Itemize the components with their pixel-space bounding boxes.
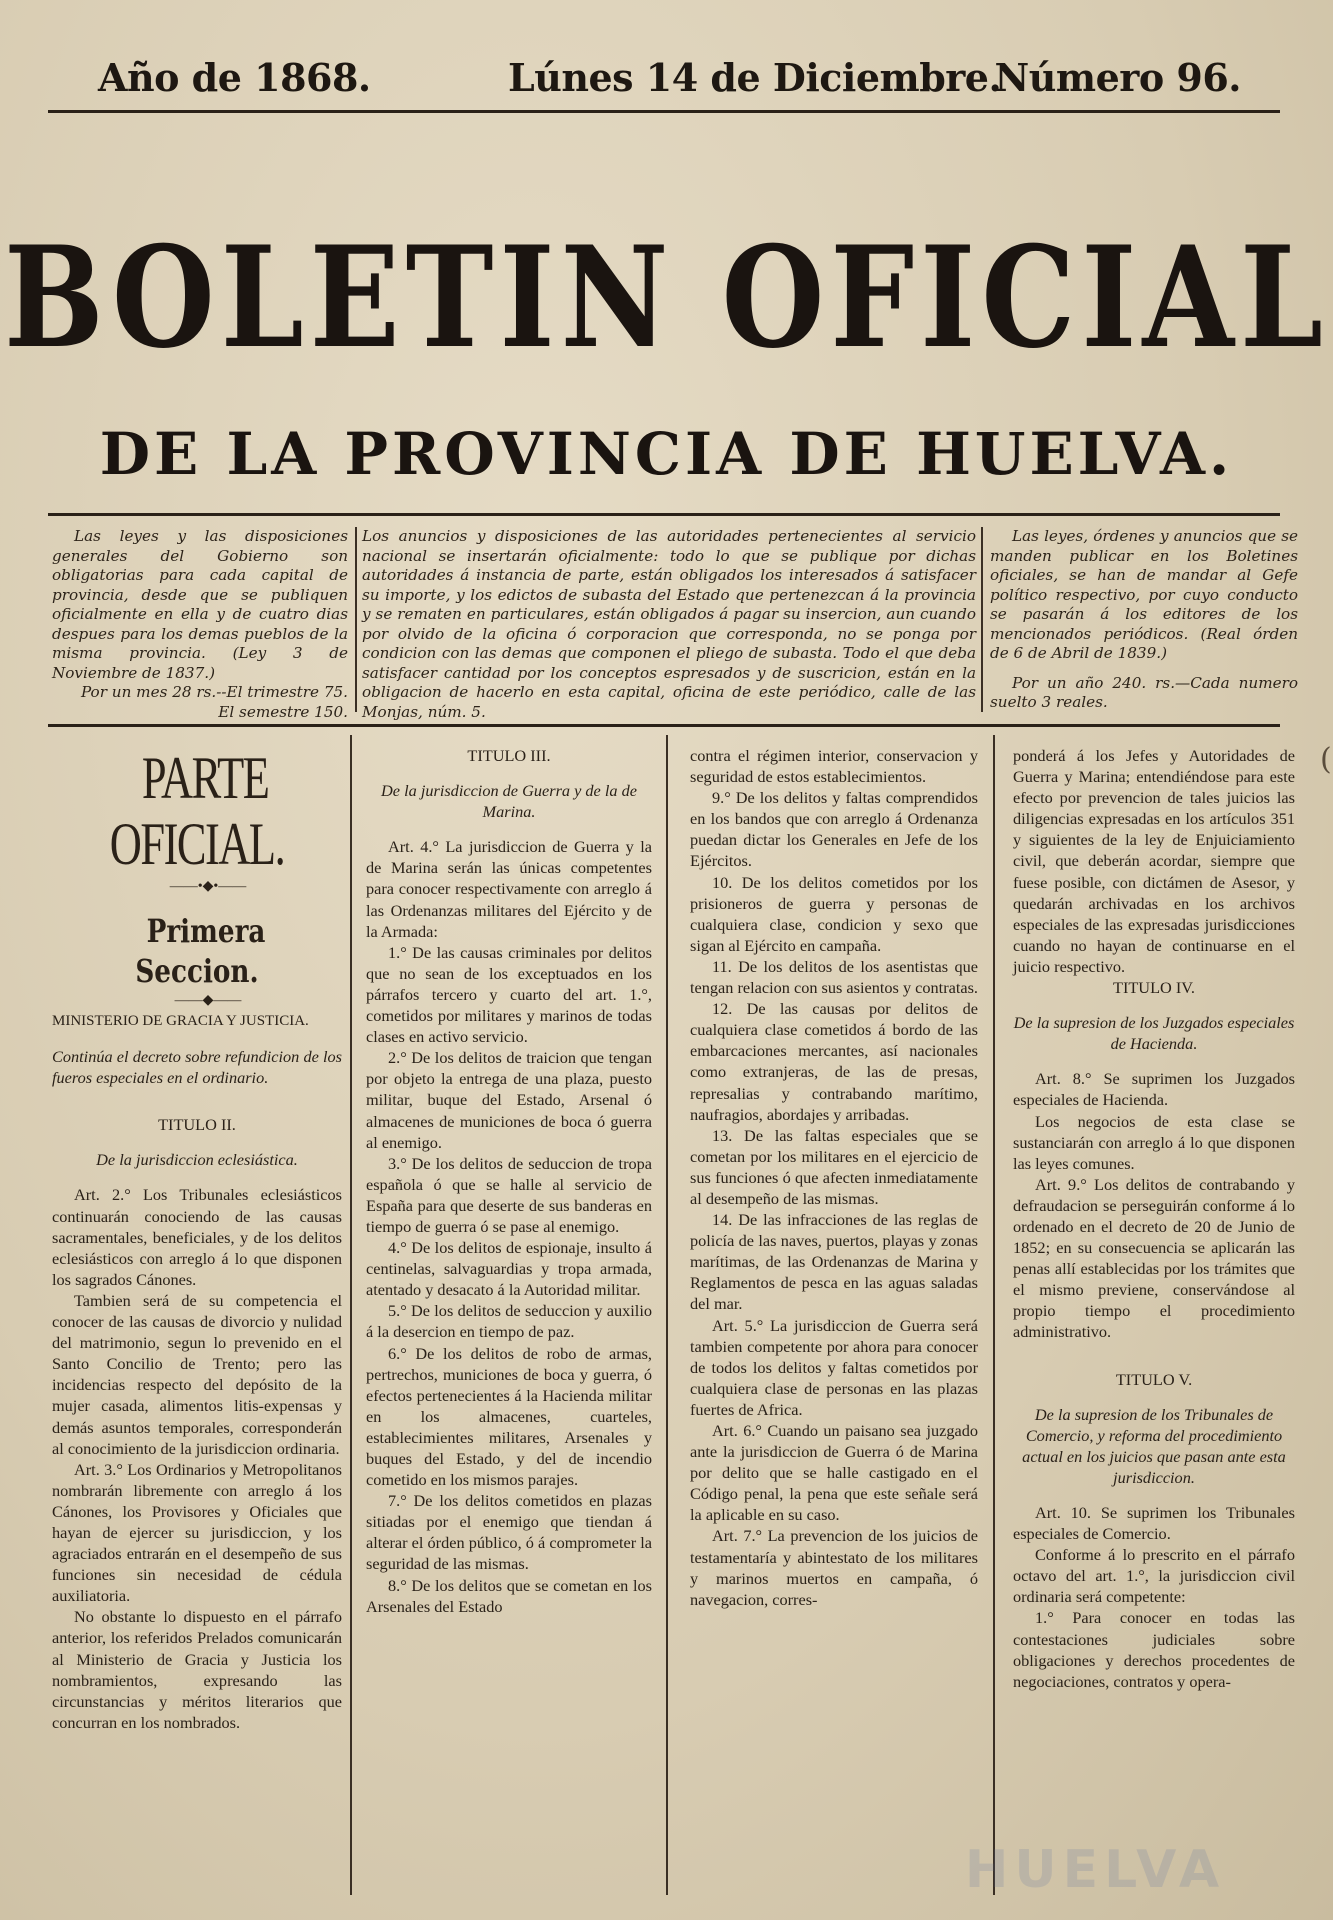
parte-oficial-heading: PARTE OFICIAL. — [109, 745, 285, 877]
paragraph: 6.° De los delitos de robo de armas, pertrechos, municiones de boca y guerra, ó efectos pertenecientes á la Hacienda militar en los almacenes, cuarteles, establecimientes militares, Arsenales y buques del Estado, y del de incendio cometido en los mismos parajes. — [366, 1343, 652, 1490]
paragraph: Art. 6.° Cuando un paisano sea juzgado ante la jurisdiccion de Guerra ó de Marina por delito que se halle castigado en el Código penal, la pena que este señale será la aplicable en su caso. — [690, 1421, 978, 1525]
notice-divider-1 — [355, 527, 357, 712]
paragraph: No obstante lo dispuesto en el párrafo anterior, los referidos Prelados comunicarán al Ministerio de Gracia y Justicia los nombramientos, expresando las circunstancias y méritos literarios que concurran en los nombrados. — [52, 1607, 342, 1732]
notice-left — [52, 527, 348, 722]
paragraph: 5.° De los delitos de seduccion y auxilio á la desercion en tiempo de paz. — [366, 1301, 652, 1342]
paragraph: 7.° De los delitos cometidos en plazas sitiadas por el enemigo que tiendan á alterar el órden público, ó á comprometer la seguridad de las mismas. — [366, 1491, 652, 1574]
column-divider-2 — [666, 735, 668, 1895]
body-top-rule — [48, 724, 1280, 727]
column-1 — [52, 745, 342, 1733]
margin-bracket-mark: ( — [1320, 742, 1332, 777]
paragraph: ponderá á los Jefes y Autoridades de Guerra y Marina; entendiéndose para este efecto por prevencion de tales juicios las diligencias expresadas en los artículos 351 y siguientes de la ley de Enjuiciamiento civil, que deberán acordar, siempre que fuese posible, con dictámen de Asesor, y quedarán archivadas en los archivos especiales de las expresadas jurisdicciones cuando no hayan de continuarse en el juicio respectivo. — [1013, 746, 1295, 976]
notice-top-rule — [48, 513, 1280, 516]
paragraph: Art. 5.° La jurisdiccion de Guerra será tambien competente por ahora para conocer de todos los delitos y faltas cometidos por cualquiera clase de personas en las plazas fuertes de Africa. — [690, 1315, 978, 1419]
archive-watermark: HUELVA — [964, 1840, 1226, 1900]
column-divider-1 — [350, 735, 352, 1895]
titulo-iv: TITULO IV. — [1113, 978, 1195, 998]
masthead-subtitle: DE LA PROVINCIA DE HUELVA. — [99, 420, 1234, 488]
titulo-v-subtitle: De la supresion de los Tribunales de Comercio, y reforma del procedimiento actual en los juicios que pasan ante esta jurisdiccion. — [1022, 1404, 1286, 1487]
paragraph: Tambien será de su competencia el conocer de las causas de divorcio y nulidad del matrimonio, segun lo prevenido en el Santo Concilio de Trento; pero las incidencias respecto del depósito de la mujer casada, alimentos litis-expensas y demás asuntos temporales, corresponderán al conocimiento de la jurisdiccion ordinaria. — [52, 1290, 342, 1458]
header-line — [50, 55, 1283, 105]
notice-right — [990, 527, 1298, 713]
paragraph: 11. De los delitos de los asentistas que tengan relacion con sus asientos y contratas. — [690, 956, 978, 998]
paragraph: 1.° Para conocer en todas las contestaciones judiciales sobre obligaciones y derechos procedentes de negociaciones, contratos y opera- — [1013, 1608, 1295, 1691]
paragraph: 3.° De los delitos de seduccion de tropa española ó que se halle al servicio de España para que deserte de sus banderas en tiempo de guerra ó se pase al enemigo. — [366, 1153, 652, 1236]
paragraph: 2.° De los delitos de traicion que tengan por objeto la entrega de una plaza, puesto militar, buque del Estado, Arsenal ó almacenes de municiones de boca ó guerra al enemigo. — [366, 1048, 652, 1152]
notice-right-text: Las leyes, órdenes y anuncios que se manden publicar en los Boletines oficiales, se han de mandar al Gefe político respectivo, por cuyo conducto se pasarán á los editores de los mencionados periódicos. (Real órden de 6 de Abril de 1839.) — [990, 527, 1298, 662]
titulo-ii: TITULO II. — [158, 1115, 236, 1135]
column-3 — [690, 745, 978, 1610]
ornament-2: ——◆—— — [174, 993, 242, 1008]
paragraph: 1.° De las causas criminales por delitos que no sean de los exceptuados en los párrafos tercero y cuarto del art. 1.°, cometidos por militares y marinos de todas clases en activo servicio. — [366, 942, 652, 1047]
paragraph: 12. De las causas por delitos de cualquiera clase cometidos á bordo de las embarcaciones mercantes, así nacionales como extranjeras, de las de presas, represalias y contrabando marítimo, naufragios, abordajes y arribadas. — [690, 999, 978, 1124]
paragraph: Art. 2.° Los Tribunales eclesiásticos continuarán conociendo de las causas sacramentales, beneficiales, y de los delitos eclesiásticos con arreglo á lo que disponen los sagrados Cánones. — [52, 1185, 342, 1289]
titulo-ii-subtitle: De la jurisdiccion eclesiástica. — [96, 1150, 298, 1170]
paragraph: Art. 7.° La prevencion de los juicios de testamentaría y abintestato de los militares y marinos muertos en campaña, ó navegacion, corres- — [690, 1526, 978, 1609]
paragraph: Art. 8.° Se suprimen los Juzgados especiales de Hacienda. — [1013, 1069, 1295, 1110]
paragraph: 14. De las infracciones de las reglas de policía de las naves, puertos, playas y zonas marítimas, de las Ordenanzas de Marina y Reglamentos de pesca en las aguas saladas del mar. — [690, 1210, 978, 1314]
notice-left-price: Por un mes 28 rs.--El trimestre 75. El semestre 150. — [80, 683, 348, 721]
paragraph: Art. 4.° La jurisdiccion de Guerra y la de Marina serán las únicas competentes para conocer respectivamente con arreglo á las Ordenanzas militares del Ejército y de la Armada: — [366, 837, 652, 941]
column-4 — [1013, 745, 1295, 1692]
paragraph: Conforme á lo prescrito en el párrafo octavo del art. 1.°, la jurisdiccion civil ordinaria será competente: — [1013, 1545, 1295, 1607]
notice-center — [362, 527, 976, 722]
paragraph: contra el régimen interior, conservacion y seguridad de estos establecimientos. — [690, 746, 978, 787]
titulo-iii-subtitle: De la jurisdiccion de Guerra y de la de Marina. — [381, 781, 637, 822]
header-number: Número 96. — [994, 55, 1241, 100]
titulo-v: TITULO V. — [1115, 1369, 1193, 1389]
paragraph: 10. De los delitos cometidos por los prisioneros de guerra y personas de cualquiera clase, condicion y sexo que sigan al Ejército en campaña. — [690, 872, 978, 955]
header-rule — [48, 110, 1280, 113]
notice-center-text: Los anuncios y disposiciones de las autoridades pertenecientes al servicio nacional se insertarán oficialmente: todo lo que se publique por dichas autoridades á instancia de parte, están obligados los interesados á satisfacer su importe, y los edictos de subasta del Estado que pertenezcan á la provincia y se rematen en particulares, están obligados á pagar su insercion, aun cuando por olvido de la oficina ó corporacion que corresponda, no se ponga por condicion con las demas que componen el pliego de subasta. Todo el que deba satisfacer cantidad por los conceptos espresados y de suscricion, están en la obligacion de hacerlo en esta capital, oficina de este periódico, calle de las Monjas, núm. 5. — [362, 527, 976, 721]
paragraph: Art. 9.° Los delitos de contrabando y defraudacion se perseguirán conforme á lo ordenado en el decreto de 20 de Junio de 1852; en su consecuencia se aplicarán las penas allí establecidas por los trámites que el mismo previene, conservándose al propio tiempo el procedimiento administrativo. — [1013, 1174, 1295, 1342]
header-date: Lúnes 14 de Diciembre. — [508, 55, 1002, 100]
paragraph: Los negocios de esta clase se sustanciarán con arreglo á lo que disponen las leyes comunes. — [1013, 1111, 1295, 1173]
paragraph: Art. 10. Se suprimen los Tribunales especiales de Comercio. — [1013, 1503, 1295, 1544]
column-divider-3 — [993, 735, 995, 1895]
column-2 — [366, 745, 652, 1617]
titulo-iv-subtitle: De la supresion de los Juzgados especiales de Hacienda. — [1013, 1013, 1295, 1054]
continua-heading: Continúa el decreto sobre refundicion de los fueros especiales en el ordinario. — [52, 1047, 342, 1088]
seccion-heading: Primera Seccion. — [135, 912, 266, 990]
paragraph: 8.° De los delitos que se cometan en los Arsenales del Estado — [366, 1575, 652, 1616]
notice-left-text: Las leyes y las disposiciones generales del Gobierno son obligatorias para cada capital de provincia, desde que se publiquen oficialmente en ella y de cuatro dias despues para los demas pueblos de la misma provincia. (Ley 3 de Noviembre de 1837.) — [52, 527, 348, 682]
paragraph: 4.° De los delitos de espionaje, insulto á centinelas, salvaguardias y tropa armada, atentado y desacato á la Autoridad militar. — [366, 1238, 652, 1300]
paragraph: Art. 3.° Los Ordinarios y Metropolitanos nombrarán libremente con arreglo á los Cánones, los Provisores y Oficiales que hayan de ejercer su jurisdiccion, y los agraciados entrarán en el desempeño de sus funciones sin necesidad de cédula auxiliatoria. — [52, 1459, 342, 1606]
paragraph: 13. De las faltas especiales que se cometan por los militares en el ejercicio de sus funciones ó que afecten inmediatamente al desempeño de las mismas. — [690, 1125, 978, 1208]
ministry-heading: MINISTERIO DE GRACIA Y JUSTICIA. — [52, 1013, 309, 1029]
notice-divider-2 — [981, 527, 983, 712]
masthead-title: BOLETIN OFICIAL — [4, 215, 1329, 380]
titulo-iii: TITULO III. — [467, 746, 551, 765]
ornament: ——•◆•—— — [169, 879, 247, 894]
paragraph: 9.° De los delitos y faltas comprendidos en los bandos que con arreglo á Ordenanza puedan dictar los Generales en Jefe de los Ejércitos. — [690, 788, 978, 871]
header-year: Año de 1868. — [98, 55, 371, 100]
notice-right-price: Por un año 240. rs.—Cada numero suelto 3 reales. — [990, 673, 1298, 711]
